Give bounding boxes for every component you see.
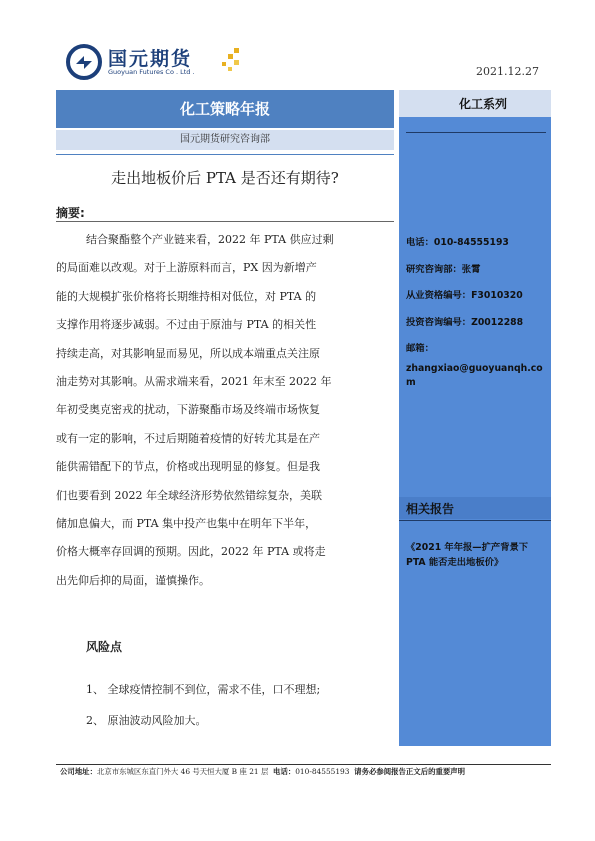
abstract-line: 储加息偏大，而 PTA 集中投产也集中在明年下半年， <box>56 517 317 531</box>
analyst-contact-block <box>406 236 548 403</box>
risk-heading: 风险点 <box>86 640 123 654</box>
abstract-line: 结合聚酯整个产业链来看，2022 年 PTA 供应过剩 <box>86 233 334 246</box>
related-reports-title: 相关报告 <box>406 502 455 516</box>
divider <box>399 520 551 521</box>
report-series-title: 化工策略年报 <box>179 100 270 118</box>
analyst-name: 研究咨询部：张霄 <box>406 263 481 275</box>
footer-disclaimer: 请务必参阅报告正文后的重要声明 <box>354 767 466 776</box>
brand-dots-icon <box>216 48 242 74</box>
sidebar-title: 化工系列 <box>459 97 508 111</box>
divider <box>56 154 394 155</box>
report-headline: 走出地板价后 PTA 是否还有期待? <box>111 169 339 187</box>
consult-number: 投资咨询编号：Z0012288 <box>406 316 524 328</box>
phone-text: 电话：010-84555193 <box>406 237 509 248</box>
company-logo-icon <box>66 44 102 80</box>
related-report-link[interactable]: 《2021 年年报—扩产背景下 PTA 能否走出地板价》 <box>406 542 529 568</box>
footer-address-label: 公司地址： <box>60 767 97 776</box>
footer-phone-label: 电话： <box>273 767 296 776</box>
abstract-line: 能的大规模扩张价格将长期维持相对低位，对 PTA 的 <box>56 289 317 303</box>
abstract-line: 们也要看到 2022 年全球经济形势依然错综复杂，美联 <box>56 488 322 502</box>
divider <box>56 221 394 222</box>
abstract-line: 的局面难以改观。对于上游原料而言，PX 因为新增产 <box>56 261 317 275</box>
email-link[interactable]: zhangxiao@guoyuanqh.com <box>406 363 543 388</box>
footer-phone: 010-84555193 <box>295 767 350 776</box>
report-date: 2021.12.27 <box>476 65 539 78</box>
abstract-label: 摘要: <box>56 206 85 220</box>
company-name-cn: 国元期货 <box>108 48 193 70</box>
footer-divider <box>56 764 551 765</box>
license-number: 从业资格编号：F3010320 <box>406 290 523 301</box>
abstract-line: 油走势对其影响。从需求端来看，2021 年末至 2022 年 <box>56 375 332 389</box>
abstract-line: 价格大概率存回调的预期。因此，2022 年 PTA 或将走 <box>56 545 326 559</box>
footer <box>60 766 465 777</box>
abstract-line: 持续走高，对其影响显而易见，所以成本端重点关注原 <box>56 346 320 360</box>
risk-item: 1、 全球疫情控制不到位，需求不佳，口不理想; <box>86 683 321 696</box>
department-label: 国元期货研究咨询部 <box>56 130 394 150</box>
abstract-line: 出先仰后抑的局面，谨慎操作。 <box>56 573 210 587</box>
email-label: 邮箱： <box>406 343 434 354</box>
abstract-line: 或有一定的影响，不过后期随着疫情的好转尤其是在产 <box>56 431 320 445</box>
abstract-paragraph <box>56 226 392 595</box>
abstract-line: 支撑作用将逐步减弱。不过由于原油与 PTA 的相关性 <box>56 318 317 332</box>
divider <box>406 132 546 133</box>
risk-item: 2、 原油波动风险加大。 <box>86 714 207 727</box>
abstract-line: 能供需错配下的节点，价格或出现明显的修复。但是我 <box>56 460 320 474</box>
abstract-line: 年初受奥克密戎的扰动，下游聚酯市场及终端市场恢复 <box>56 403 320 417</box>
company-name-en: Guoyuan Futures Co . Ltd . <box>108 68 195 76</box>
sidebar <box>399 90 551 746</box>
footer-address: 北京市东城区东直门外大 46 号天恒大厦 B 座 21 层 <box>96 767 269 776</box>
